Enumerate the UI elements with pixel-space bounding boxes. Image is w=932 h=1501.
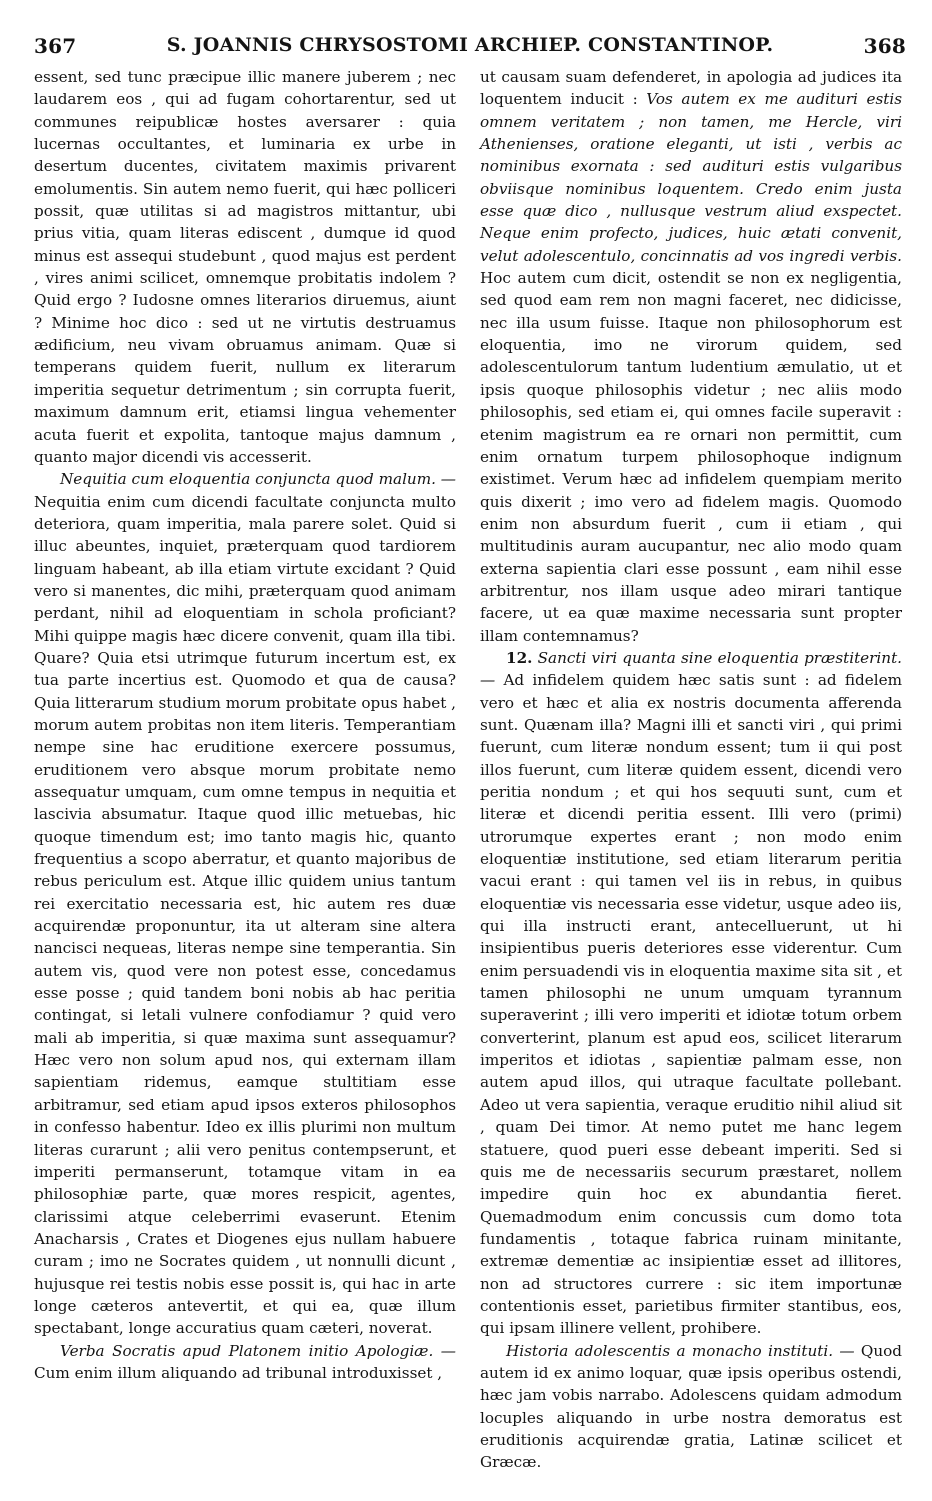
section-paragraph <box>480 1340 902 1474</box>
paragraph-text: ut causam suam defenderet, in apologia ad judices ita loquentem inducit : <box>480 68 902 109</box>
right-column <box>480 66 902 1474</box>
quotation: Vos autem ex me audituri estis omnem veritatem ; non tamen, me Hercle, viri Athenienses, oratione eleganti, ut isti , verbis ac nominibus exornata : sed audituri estis vulgaribus obviisque nominibus loquentem. Credo enim justa esse quæ dico , nullusque vestrum aliud exspectet. Neque enim profecto, judices, huic ætati convenit, velut adolescentulo, concinnatis ad vos ingredi verbis. <box>480 90 902 265</box>
section-paragraph <box>34 1340 456 1385</box>
section-number: 12. <box>506 648 533 667</box>
paragraph <box>480 66 902 647</box>
section-heading: Historia adolescentis a monacho instituti. — <box>506 1341 855 1360</box>
section-heading: Nequitia cum eloquentia conjuncta quod malum. — <box>60 470 456 489</box>
page-header <box>34 34 906 60</box>
page-number-right: 368 <box>863 34 906 58</box>
section-text: Nequitia enim cum dicendi facultate conjuncta multo deteriora, quam imperitia, mala parere solet. Quid si illuc abeuntes, inquiet, præterquam quod tardiorem linguam habeant, ab illa etiam virtute excidant ? Quid vero si manentes, dic mihi, præterquam quod animam perdant, nihil ad eloquentiam in schola proficiant? Mihi quippe magis hæc dicere convenit, quam illa tibi. Quare? Quia etsi utrimque futurum incertum est, ex tua parte incertius est. Quomodo et qua de causa? Quia litterarum studium morum probitate opus habet , morum autem probitas non item literis. Temperantiam nempe sine hac eruditione exercere possumus, eruditionem vero absque morum probitate nemo assequatur umquam, cum omne tempus in nequitia et lascivia absumatur. Itaque quod illic metuebas, hic quoque timendum est; imo tanto magis hic, quanto frequentius a scopo aberratur, et quanto majoribus de rebus periculum est. Atque illic quidem unius tantum rei exercitatio necessaria est, hic autem res duæ acquirendæ proponuntur, ita ut alteram sine altera nancisci nequeas, literas nempe sine temperantia. Sin autem vis, quod vere non potest esse, concedamus esse posse ; quid tandem boni nobis ab hac peritia contingat, si letali vulnere confodiamur ? quid vero mali ab imperitia, si quæ maxima sunt assequamur? Hæc vero non solum apud nos, qui externam illam sapientiam ridemus, eamque stultitiam esse arbitramur, sed etiam apud ipsos exteros philosophos in confesso habentur. Ideo ex illis plurimi non multum literas curarunt ; alii vero penitus contempserunt, et imperiti permanserunt, totamque vitam in ea philosophiæ parte, quæ mores respicit, agentes, clarissimi atque celeberrimi evaserunt. Etenim Anacharsis , Crates et Diogenes ejus nullam habuere curam ; imo ne Socrates quidem , ut nonnulli dicunt , hujusque rei testis nobis esse possit is, qui hac in arte longe cæteros antevertit, et qui ea, quæ illum spectabant, longe accuratius quam cæteri, noverat. <box>34 492 456 1338</box>
section-heading: Sancti viri quanta sine eloquentia præstiterint. — <box>480 648 903 690</box>
section-text: Quod autem id ex animo loquar, quæ ipsis operibus ostendi, hæc jam vobis narrabo. Adolescens quidam admodum locuples aliquando in urbe nostra demoratus est eruditionis acquirendæ gratia, Latinæ scilicet et Græcæ. <box>480 1341 902 1472</box>
section-heading: Verba Socratis apud Platonem initio Apologiæ. — <box>60 1341 456 1360</box>
paragraph: essent, sed tunc præcipue illic manere juberem ; nec laudarem eos , qui ad fugam cohortarentur, sed ut communes reipublicæ hostes aversarer : quia lucernas occultantes, et luminaria ex urbe in desertum ducentes, civitatem maximis privarent emolumentis. Sin autem nemo fuerit, qui hæc polliceri possit, quæ utilitas si ad magistros mittantur, ubi prius vitia, quam literas ediscent , dumque id quod minus est assequi studebunt , quod majus est perdent , vires animi scilicet, omnemque probitatis indolem ? Quid ergo ? Iudosne omnes literarios diruemus, aiunt ? Minime hoc dico : sed ut ne virtutis destruamus ædificium, neu vivam obruamus animam. Quæ si temperans quidem fuerit, nullum ex literarum imperitia sequetur detrimentum ; sin corrupta fuerit, maximum damnum erit, etiamsi lingua vehementer acuta fuerit et expolita, tantoque majus damnum , quanto major dicendi vis accesserit. <box>34 68 456 466</box>
section-paragraph <box>480 647 902 1340</box>
section-paragraph <box>34 468 456 1339</box>
section-text: Cum enim illum aliquando ad tribunal introduxisset , <box>34 1363 443 1382</box>
section-text: Ad infidelem quidem hæc satis sunt : ad fidelem vero et hæc et alia ex nostris documenta afferenda sunt. Quænam illa? Magni illi et sancti viri , qui primi fuerunt, cum literæ nondum essent; tum ii qui post illos fuerunt, cum literæ quidem essent, dicendi vero peritia nondum ; et qui hos sequuti sunt, cum et literæ et dicendi peritia essent. Illi vero (primi) utrorumque expertes erant ; non modo enim eloquentiæ institutione, sed etiam literarum peritia vacui erant : qui tamen vel iis in rebus, in quibus eloquentiæ vis necessaria esse videtur, usque adeo iis, qui illa instructi erant, antecelluerunt, ut hi insipientibus pueris deteriores esse viderentur. Cum enim persuadendi vis in eloquentia maxime sita sit , et tamen philosophi ne unum umquam tyrannum superaverint ; illi vero imperiti et idiotæ totum orbem converterint, planum est apud eos, scilicet literarum imperitos et idiotas , sapientiæ palmam esse, non autem apud illos, qui utraque facultate pollebant. Adeo ut vera sapientia, veraque eruditio nihil aliud sit , quam Dei timor. At nemo putet me hanc legem statuere, quod pueri esse debeant imperiti. Sed si quis me de necessariis securum præstaret, nollem impedire quin hoc ex abundantia fieret. Quemadmodum enim concussis cum domo tota fundamentis , totaque fabrica ruinam minitante, extremæ dementiæ ac insipientiæ esset ad illitores, non ad structores currere : sic item importunæ contentionis esset, parietibus firmiter stantibus, eos, qui ipsam illinere vellent, prohibere. <box>480 671 902 1338</box>
paragraph-text: Hoc autem cum dicit, ostendit se non ex negligentia, sed quod eam rem non magni faceret, nec didicisse, nec illa usum fuisse. Itaque non philosophorum est eloquentia, imo ne virorum quidem, sed adolescentulorum tantum ludentium æmulatio, ut et ipsis quoque philosophis videtur ; nec aliis modo philosophis, sed etiam ei, qui omnes facile superavit : etenim magistrum ea re ornari non permittit, cum enim ornatum turpem philosophoque indignum existimet. Verum hæc ad infidelem quempiam merito quis dixerit ; imo vero ad fidelem magis. Quomodo enim non absurdum fuerit , cum ii etiam , qui multitudinis auram aucupantur, nec alio modo quam externa sapientia clari esse possunt , eam nihil esse arbitrentur, nos illam usque adeo mirari tantique facere, ut ea quæ maxime necessaria sunt propter illam contemnamus? <box>480 269 902 645</box>
page-number-left: 367 <box>34 34 77 58</box>
running-title: S. JOANNIS CHRYSOSTOMI ARCHIEP. CONSTANTINOP. <box>166 34 774 56</box>
left-column <box>34 66 456 1384</box>
